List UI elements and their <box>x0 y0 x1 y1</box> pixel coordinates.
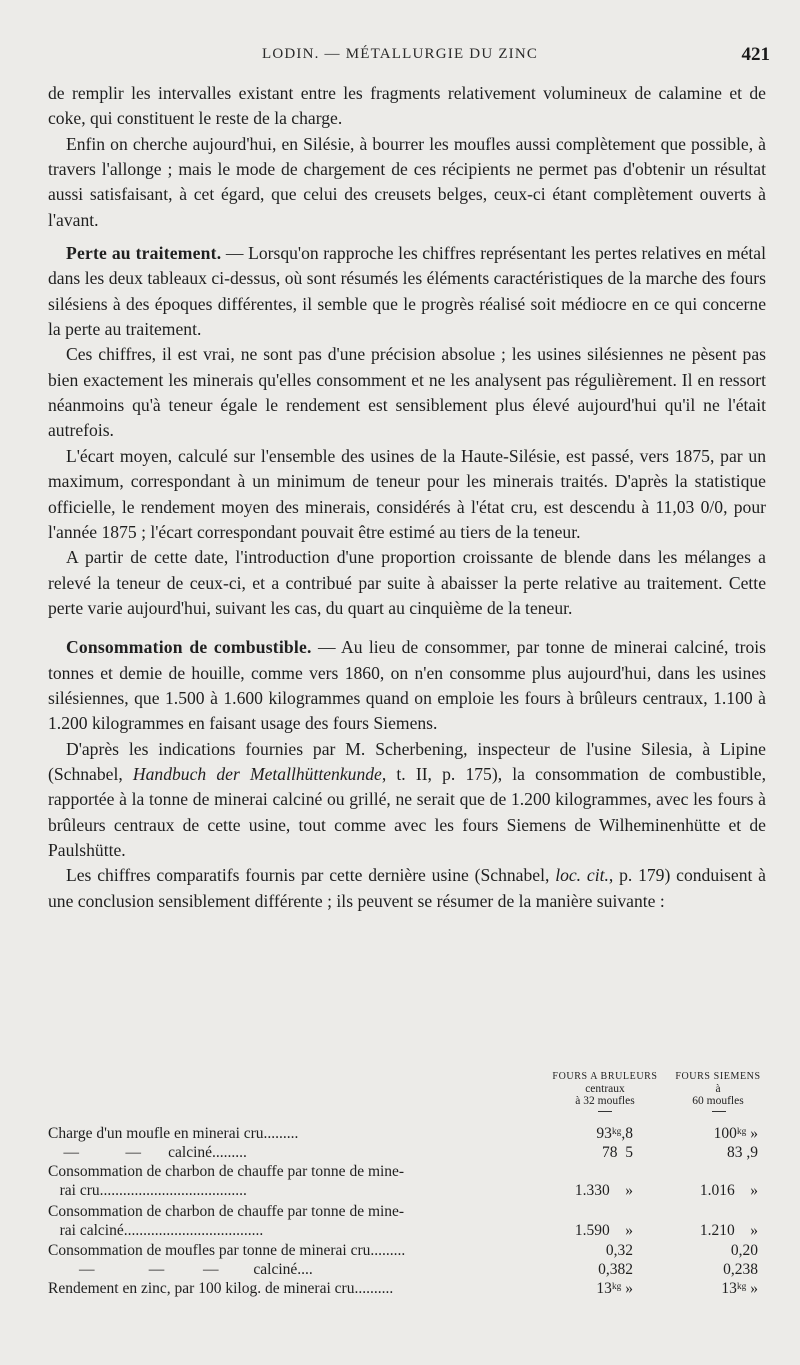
paragraph-text: D'après les indications fournies par M. Scherbening, inspecteur de l'usine Silesia, à Lipine (Schnabel, <box>48 738 766 784</box>
column-header-line: 60 moufles <box>692 1095 744 1107</box>
paragraph-text: Les chiffres comparatifs fournis par cette dernière usine (Schnabel, <box>66 865 556 886</box>
runin-heading: Perte au traitement. <box>66 243 222 264</box>
cell-siemens: 0,238 <box>723 1261 758 1278</box>
row-label: — — calciné......... <box>48 1144 247 1161</box>
cell-siemens: 0,20 <box>730 1242 758 1259</box>
cell-central: 93ᵏᵍ,8 <box>596 1125 633 1142</box>
cell-siemens: 1.016 » <box>699 1182 758 1199</box>
column-header-line: centraux <box>585 1083 625 1095</box>
comparison-table <box>48 1071 778 1311</box>
paragraph <box>48 241 766 342</box>
cell-central: 13ᵏᵍ » <box>596 1280 633 1297</box>
row-label: Consommation de moufles par tonne de minerai cru......... <box>48 1242 406 1259</box>
row-label: Rendement en zinc, par 100 kilog. de minerai cru.......... <box>48 1280 394 1297</box>
row-label: Consommation de charbon de chauffe par tonne de mine- <box>48 1203 405 1220</box>
row-label: rai cru...................................... <box>48 1182 247 1199</box>
column-header-central-burners <box>540 1071 670 1107</box>
row-label: Charge d'un moufle en minerai cru......... <box>48 1125 299 1142</box>
paragraph: Ces chiffres, il est vrai, ne sont pas d'une précision absolue ; les usines silésiennes ne pèsent pas bien exactement les minerais qu'elles consomment et ne les analysent pas régulièrement. Il en ressort néanmoins qu'à teneur égale le rendement est sensiblement plus élevé aujourd'hui qu'il ne l'était autrefois. <box>48 344 766 441</box>
column-header-line: à <box>715 1083 721 1095</box>
paragraph-text: Au lieu de consommer, par tonne de minerai calciné, trois tonnes et demie de houille, comme vers 1860, on n'en consomme plus aujourd'hui, dans les usines silésiennes, que 1.500 à 1.600 kilogrammes quand on emploie les fours à brûleurs centraux, 1.100 à 1.200 kilogrammes en faisant usage des fours Siemens. <box>48 637 767 734</box>
paragraph <box>48 635 766 736</box>
paragraph: de remplir les intervalles existant entre les fragments relativement volumineux de calamine et de coke, qui constituent le reste de la charge. <box>48 83 766 129</box>
cell-siemens: 100ᵏᵍ » <box>713 1125 758 1142</box>
cell-siemens: 83 ,9 <box>727 1144 758 1161</box>
paragraph <box>48 863 766 914</box>
row-label: rai calciné.................................... <box>48 1222 264 1239</box>
em-dash: — <box>311 637 341 658</box>
body-text <box>48 81 766 914</box>
paragraph: L'écart moyen, calculé sur l'ensemble des usines de la Haute-Silésie, est passé, vers 1875, par un maximum, correspondant à un minimum de teneur pour les minerais traités. D'après la statistique officielle, le rendement moyen des minerais, considérés à l'état cru, est descendu à 11,03 0/0, pour l'année 1875 ; l'écart correspondant pouvait être estimé au tiers de la teneur. <box>48 445 766 542</box>
cell-central: 0,382 <box>598 1261 633 1278</box>
runin-heading: Consommation de combustible. <box>66 637 312 658</box>
page-header <box>0 42 800 70</box>
paragraph: A partir de cette date, l'introduction d'une proportion croissante de blende dans les mélanges a relevé la teneur de ceux-ci, et a contribué par suite à abaisser la perte relative au traitement. Cette perte varie aujourd'hui, suivant les cas, du quart au cinquième de la teneur. <box>48 547 766 618</box>
em-dash: — <box>221 243 249 264</box>
column-rule <box>598 1111 612 1112</box>
row-label: Consommation de charbon de chauffe par tonne de mine- <box>48 1163 405 1180</box>
cell-central: 0,32 <box>605 1242 633 1259</box>
cell-siemens: 1.210 » <box>699 1222 758 1239</box>
paragraph-text: Lorsqu'on rapproche les chiffres représentant les pertes relatives en métal dans les deux tableaux ci-dessus, où sont résumés les éléments caractéristiques de la marche des fours silésiens à des époques différentes, il semble que le progrès réalisé soit médiocre en ce qui concerne la perte au traitement. <box>48 243 766 340</box>
page-number: 421 <box>741 44 770 65</box>
column-header-line: FOURS A BRULEURS <box>552 1071 658 1082</box>
column-header-siemens <box>668 1071 768 1107</box>
paragraph: Enfin on cherche aujourd'hui, en Silésie, à bourrer les moufles aussi complètement que possible, à travers l'allonge ; mais le mode de chargement de ces récipients ne permet pas d'obtenir un résultat aussi satisfaisant, à cet égard, que celui des creusets belges, ceux-ci étant complètement ouverts à l'avant. <box>48 133 766 230</box>
column-header-line: à 32 moufles <box>575 1095 635 1107</box>
column-header-line: FOURS SIEMENS <box>675 1071 761 1082</box>
citation-title: Handbuch der Metallhüttenkunde <box>132 763 382 784</box>
column-rule <box>712 1111 726 1112</box>
row-label: — — — calciné.... <box>48 1261 313 1278</box>
citation-loc-cit: loc. cit. <box>555 865 609 886</box>
cell-central: 78 5 <box>602 1144 633 1161</box>
running-title: LODIN. — MÉTALLURGIE DU ZINC <box>262 46 539 62</box>
paragraph-text: , t. II, p. 175), la consommation de combustible, rapportée à la tonne de minerai calciné ou grillé, ne serait que de 1.200 kilogrammes, avec les fours à brûleurs centraux de cette usine, tout comme avec les fours Siemens de Wilheminenhütte et de Paulshütte. <box>48 763 766 860</box>
cell-central: 1.590 » <box>574 1222 633 1239</box>
paragraph-text: , p. 179) conduisent à une conclusion sensiblement différente ; ils peuvent se résumer de la manière suivante : <box>48 865 766 911</box>
paragraph <box>48 737 766 864</box>
cell-central: 1.330 » <box>574 1182 633 1199</box>
cell-siemens: 13ᵏᵍ » <box>721 1280 758 1297</box>
